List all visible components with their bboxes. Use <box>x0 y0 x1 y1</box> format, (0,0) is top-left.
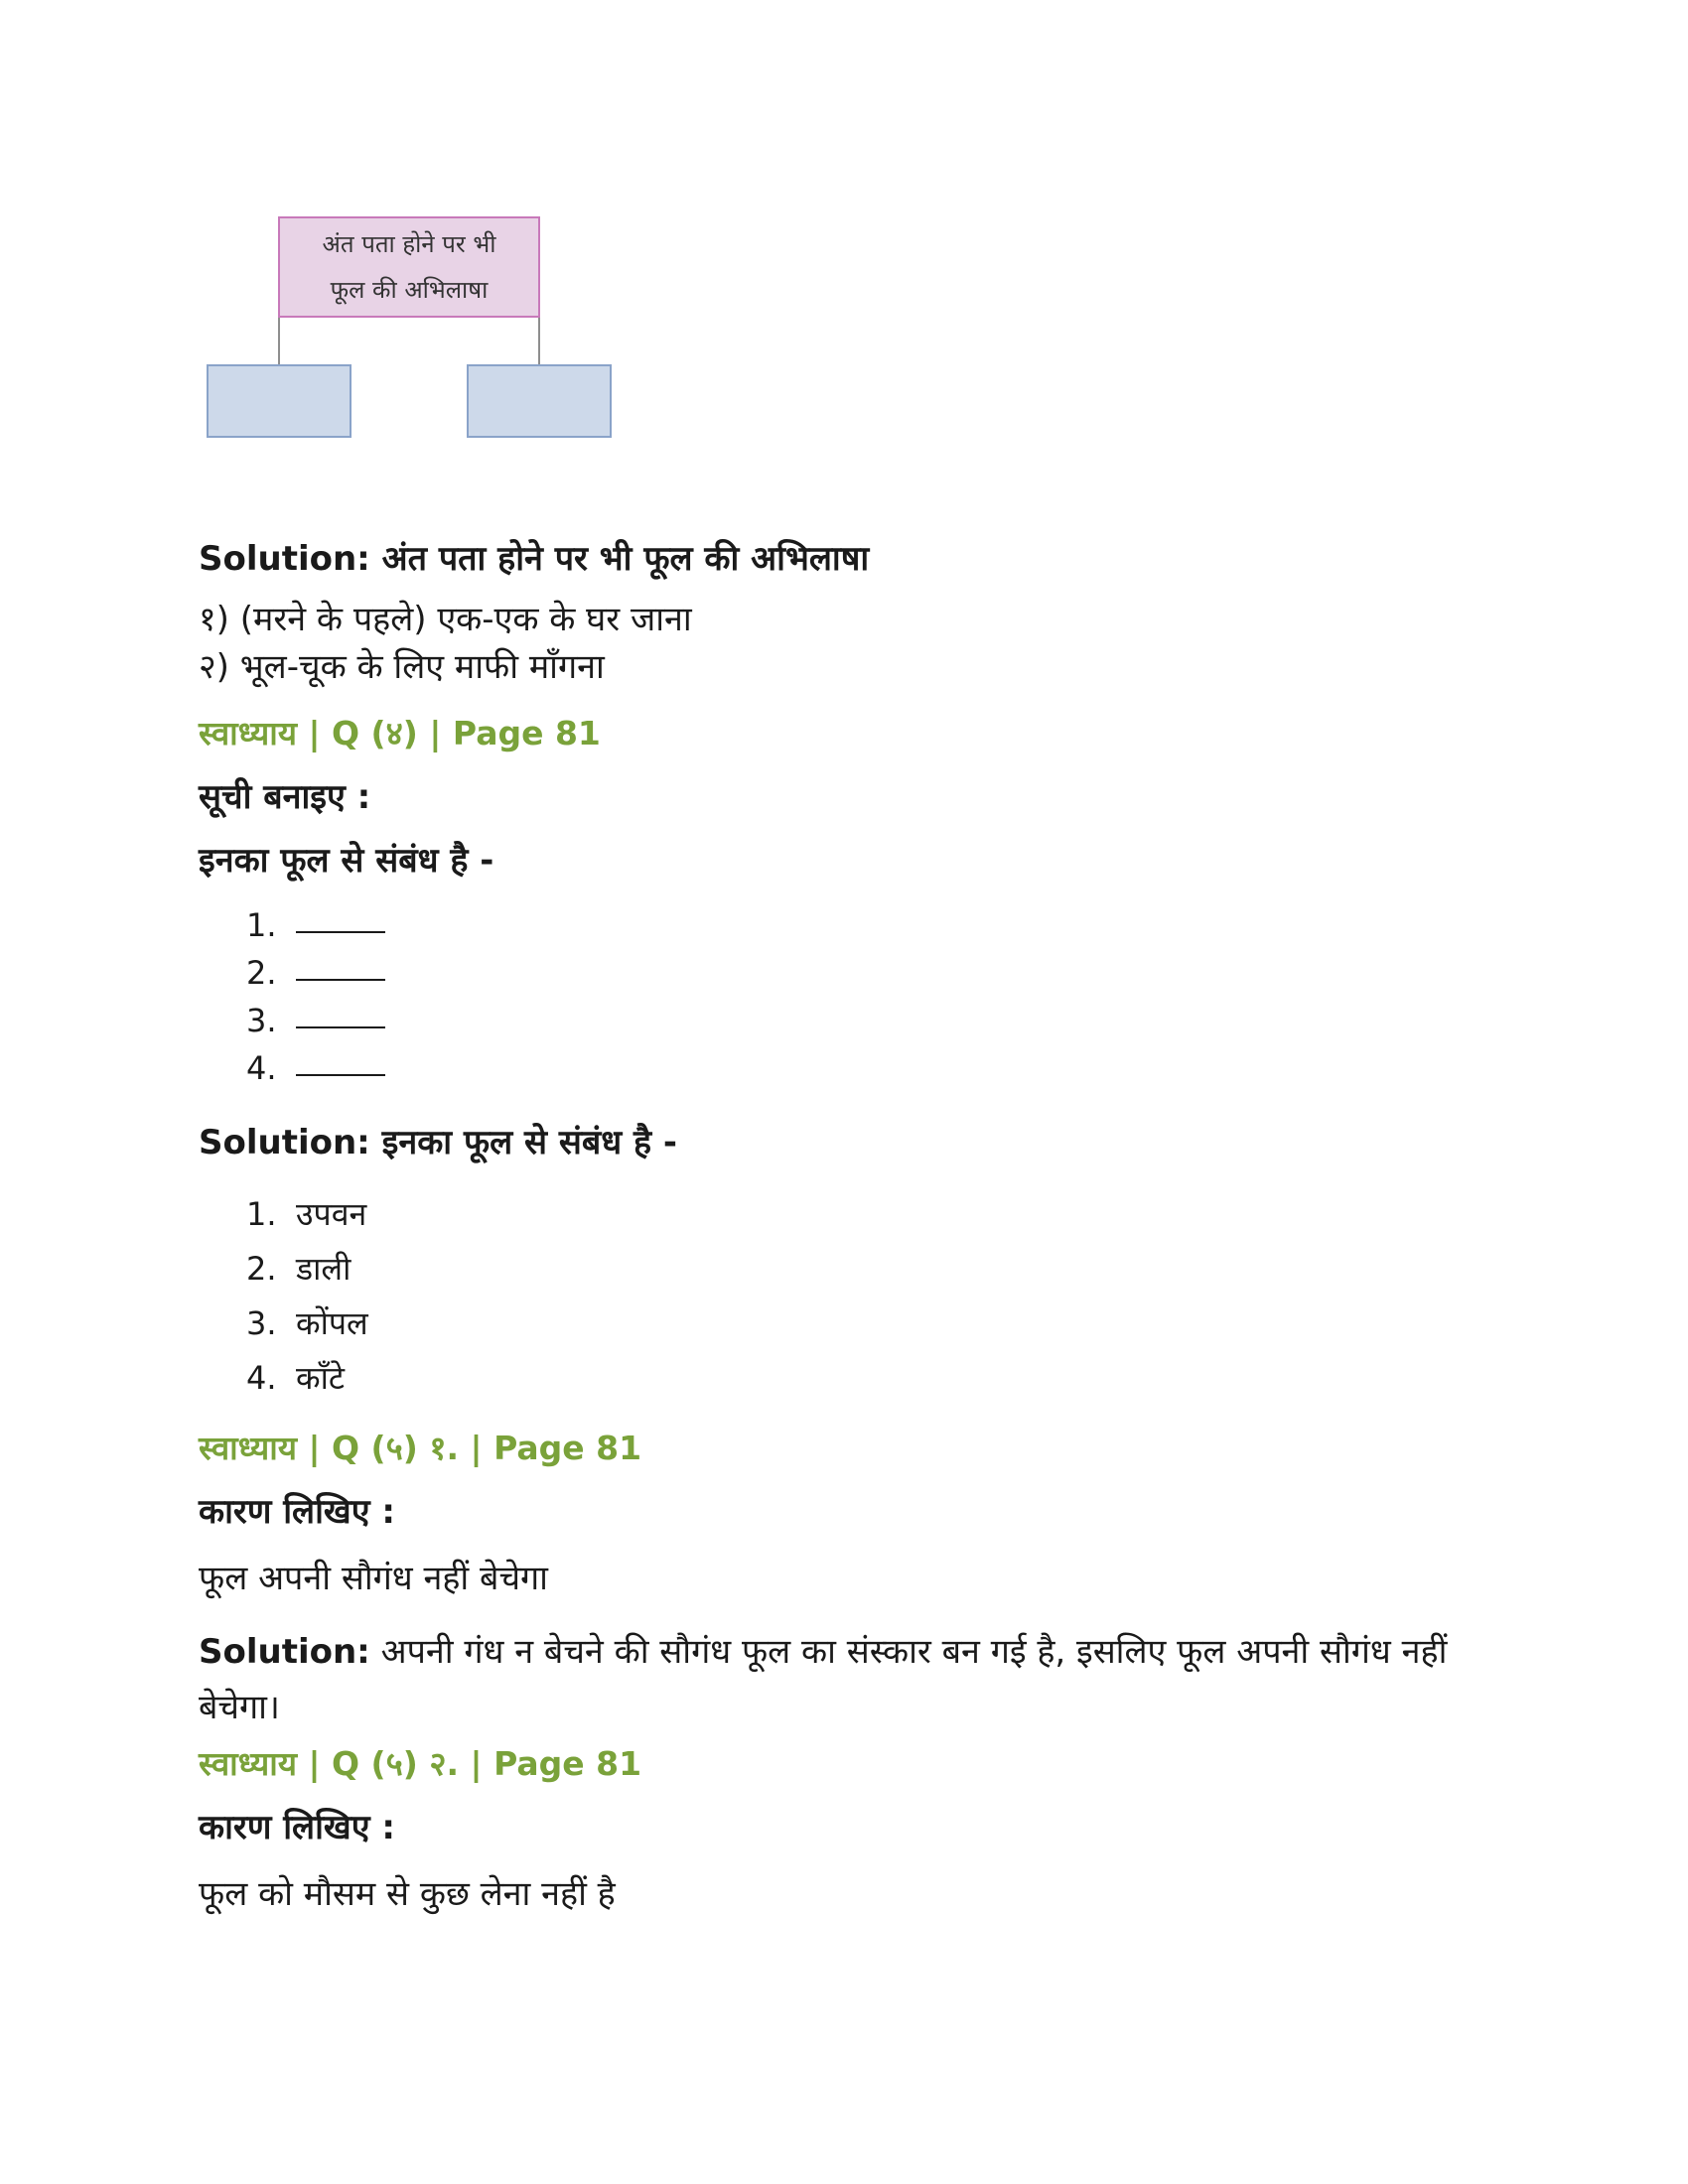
list-item <box>246 997 1509 1044</box>
diagram-connector-right <box>538 318 540 364</box>
question-5-2-section <box>199 1739 1509 1918</box>
question-text: फूल को मौसम से कुछ लेना नहीं है <box>199 1874 616 1914</box>
solution-1-title: अंत पता होने पर भी फूल की अभिलाषा <box>381 539 870 579</box>
list-item <box>246 1297 1509 1351</box>
list-number: 1. <box>246 906 277 944</box>
solution-1-heading <box>199 534 1509 584</box>
list-item <box>246 1351 1509 1406</box>
section-heading: स्वाध्याय | Q (५) १. | Page 81 <box>199 1429 642 1467</box>
instruction-heading: कारण लिखिए : <box>199 1492 395 1532</box>
instruction-heading: कारण लिखिए : <box>199 1808 395 1847</box>
diagram-top-line1: अंत पता होने पर भी <box>322 230 496 258</box>
section-heading: स्वाध्याय | Q (४) | Page 81 <box>199 714 601 752</box>
blank-list <box>199 901 1509 1092</box>
instruction-heading: सूची बनाइए : <box>199 777 371 817</box>
question-text: इनका फूल से संबंध है - <box>199 841 494 881</box>
list-number: 2. <box>246 954 277 992</box>
answer-blank <box>296 1044 385 1076</box>
list-number: 3. <box>246 1304 277 1342</box>
question-5-1-section <box>199 1424 1509 1602</box>
list-number: 4. <box>246 1359 277 1397</box>
flower-wish-diagram <box>199 208 635 447</box>
answer-blank <box>296 949 385 981</box>
answer-blank <box>296 997 385 1028</box>
question-text: फूल अपनी सौगंध नहीं बेचेगा <box>199 1559 548 1598</box>
list-text: काँटे <box>296 1359 345 1397</box>
list-number: 2. <box>246 1250 277 1288</box>
diagram-connector-left <box>278 318 280 364</box>
question-4-section <box>199 709 1509 1092</box>
solution-2-heading <box>199 1118 1509 1167</box>
answer-list <box>199 1187 1509 1406</box>
solution-3 <box>199 1624 1509 1735</box>
solution-label: Solution: <box>199 539 370 579</box>
solution-2 <box>199 1118 1509 1406</box>
list-number: 1. <box>246 1195 277 1233</box>
list-text: कोंपल <box>296 1304 368 1342</box>
list-item <box>246 901 1509 949</box>
solution-3-text: अपनी गंध न बेचने की सौगंध फूल का संस्कार बन गई है, इसलिए फूल अपनी सौगंध नहीं बेचेगा। <box>199 1632 1448 1727</box>
solution-2-title: इनका फूल से संबंध है - <box>381 1123 678 1162</box>
diagram-empty-box-left <box>207 364 352 438</box>
list-number: 3. <box>246 1002 277 1039</box>
list-item <box>246 1044 1509 1092</box>
diagram-empty-box-right <box>467 364 612 438</box>
solution-3-paragraph <box>199 1624 1509 1735</box>
list-item <box>246 1242 1509 1297</box>
solution-1-item: १) (मरने के पहले) एक-एक के घर जाना <box>199 600 692 639</box>
list-text: उपवन <box>296 1195 367 1233</box>
diagram-top-line2: फूल की अभिलाषा <box>330 276 489 304</box>
list-item <box>246 1187 1509 1242</box>
solution-label: Solution: <box>199 1123 370 1162</box>
solution-1 <box>199 534 1509 691</box>
list-text: डाली <box>296 1250 352 1288</box>
diagram-top-box <box>278 216 540 318</box>
section-heading: स्वाध्याय | Q (५) २. | Page 81 <box>199 1744 642 1783</box>
list-number: 4. <box>246 1049 277 1087</box>
solution-label: Solution: <box>199 1632 370 1672</box>
answer-blank <box>296 901 385 933</box>
list-item <box>246 949 1509 997</box>
solution-1-item: २) भूल-चूक के लिए माफी माँगना <box>199 647 605 687</box>
page-content <box>199 208 1509 1918</box>
